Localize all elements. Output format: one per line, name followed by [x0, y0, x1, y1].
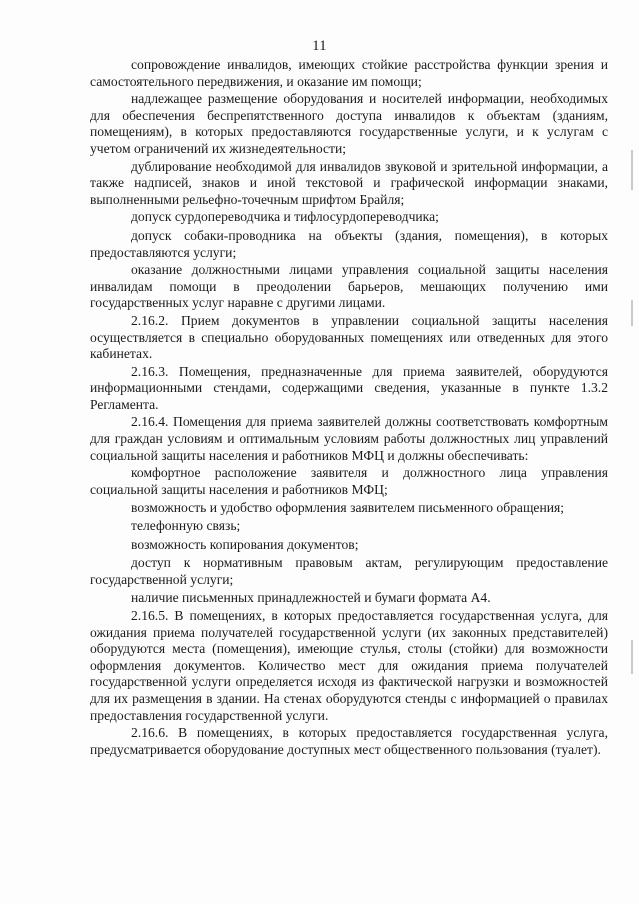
paragraph-2-16-3: 2.16.3. Помещения, предназначенные для приема заявителей, оборудуются информационными стендами, содержащими сведения, указанные в пункте 1.3.2 Регламента. [90, 363, 608, 412]
scan-edge-mark [631, 150, 633, 190]
page-number: 11 [312, 38, 327, 54]
scan-edge-mark [631, 640, 633, 674]
paragraph-stationery: наличие письменных принадлежностей и бумаги формата А4. [131, 590, 491, 606]
document-body [90, 57, 608, 758]
paragraph-2-16-6: 2.16.6. В помещениях, в которых предоставляется государственная услуга, предусматривается оборудование доступных мест общественного пользования (туалет). [90, 725, 608, 757]
paragraph-comfortable-location: комфортное расположение заявителя и должностного лица управления социальной защиты населения и работников МФЦ; [90, 465, 608, 497]
paragraph-telephone: телефонную связь; [131, 518, 241, 534]
paragraph-information-duplication: дублирование необходимой для инвалидов звуковой и зрительной информации, а также надписей, знаков и иной текстовой и графической информации знаками, выполненными рельефно-точечным шрифтом Брайля; [90, 158, 608, 207]
paragraph-legal-acts: доступ к нормативным правовым актам, регулирующим предоставление государственной услуги; [90, 555, 608, 587]
scan-edge-mark [631, 300, 633, 326]
paragraph-2-16-5: 2.16.5. В помещениях, в которых предоставляется государственная услуга, для ожидания приема получателей государственной услуги (их законных представителей) оборудуются места (помещения), имеющие стулья, столы (стойки) для возможности оформления документов. Количество мест для ожидания приема получателей государственной услуги определяется исходя из фактической нагрузки и возможностей для их размещения в здании. На стенах оборудуются стенды с информацией о правилах предоставления государственной услуги. [90, 608, 608, 723]
paragraph-equipment-placement: надлежащее размещение оборудования и носителей информации, необходимых для обеспечения беспрепятственного доступа инвалидов к объектам (зданиям, помещениям), в которых предоставляются государственные услуги, и к услугам с учетом ограничений их жизнедеятельности; [90, 91, 608, 156]
paragraph-2-16-4: 2.16.4. Помещения для приема заявителей должны соответствовать комфортным для граждан условиям и оптимальным условиям работы должностных лиц управлений социальной защиты населения и работников МФЦ и должны обеспечивать: [90, 414, 608, 463]
paragraph-escort-disabled: сопровождение инвалидов, имеющих стойкие расстройства функции зрения и самостоятельного передвижения, и оказание им помощи; [90, 57, 608, 89]
paragraph-sign-interpreter: допуск сурдопереводчика и тифлосурдопереводчика; [131, 209, 439, 225]
paragraph-copying: возможность копирования документов; [131, 536, 359, 552]
paragraph-guide-dog: допуск собаки-проводника на объекты (здания, помещения), в которых предоставляются услуги; [90, 227, 608, 260]
paragraph-2-16-2: 2.16.2. Прием документов в управлении социальной защиты населения осуществляется в специально оборудованных помещениях или отведенных для этого кабинетах. [90, 312, 608, 362]
paragraph-assistance: оказание должностными лицами управления социальной защиты населения инвалидам помощи в преодолении барьеров, мешающих получению ими государственных услуг наравне с другими лицами. [90, 262, 608, 311]
paragraph-written-request: возможность и удобство оформления заявителем письменного обращения; [131, 500, 565, 516]
